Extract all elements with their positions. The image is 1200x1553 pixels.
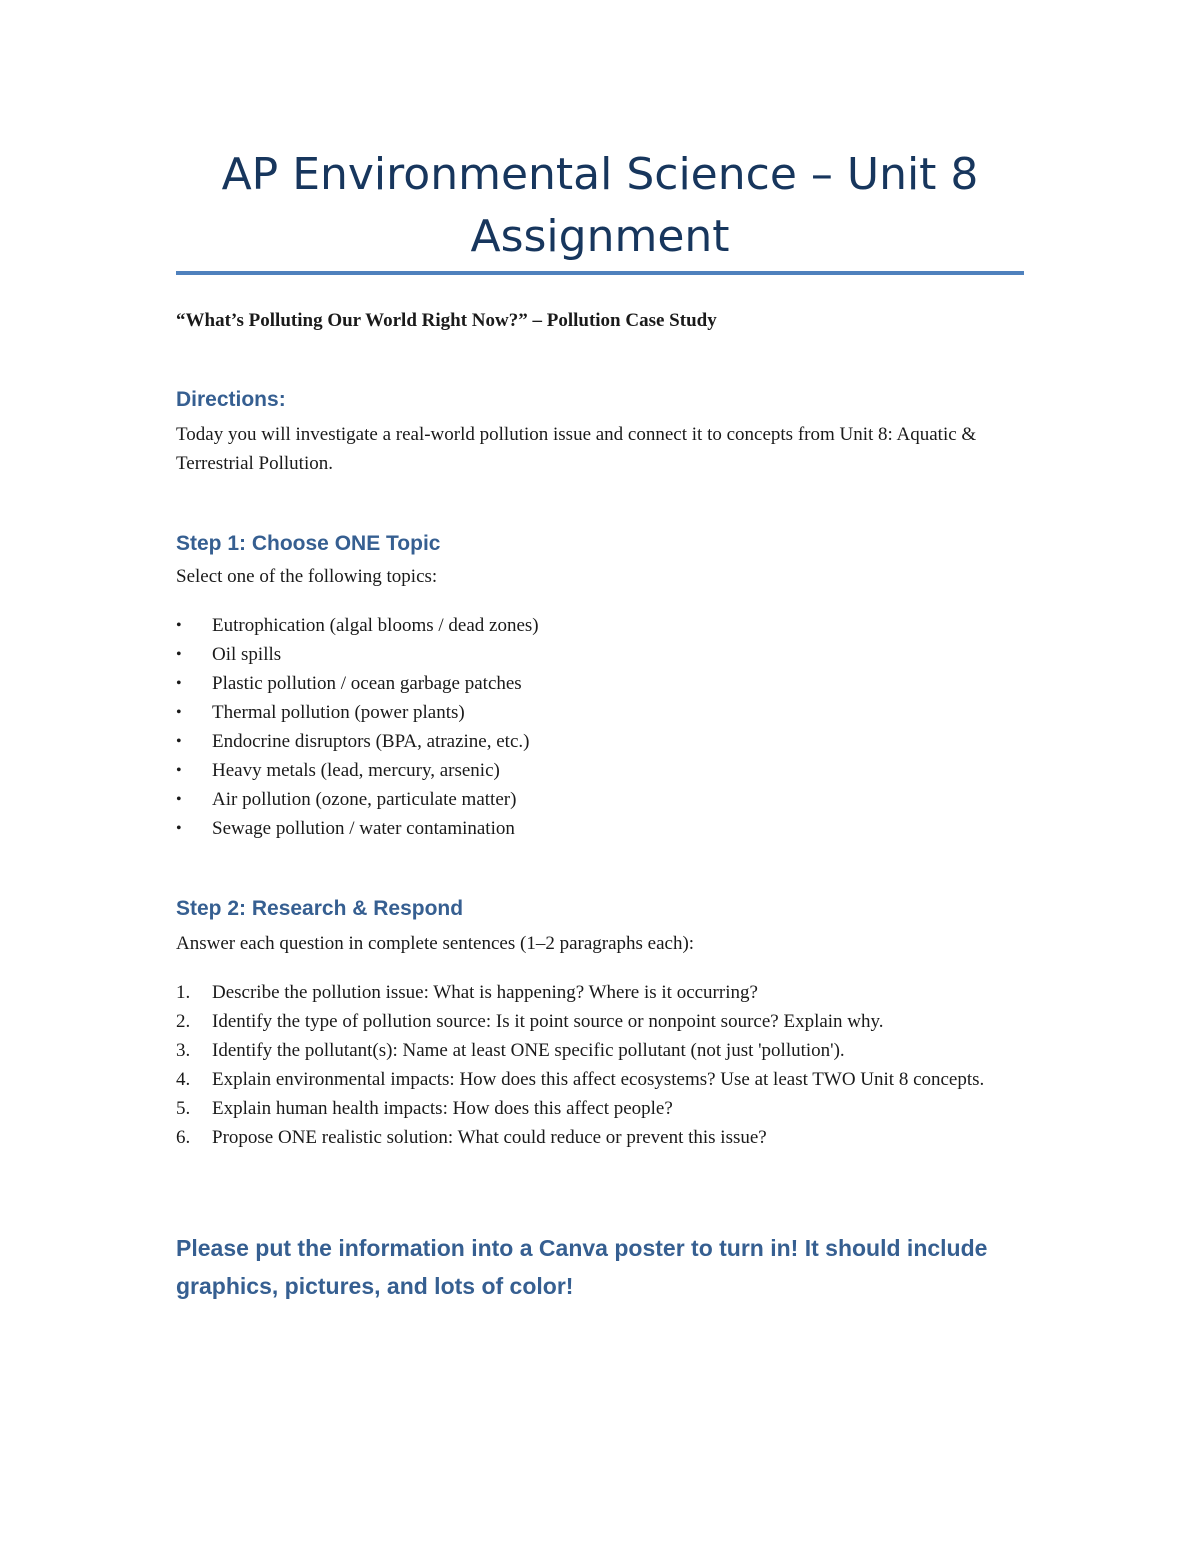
step2-intro: Answer each question in complete sentences (1–2 paragraphs each): [176, 933, 695, 954]
list-number: 1. [176, 982, 191, 1003]
list-item [176, 698, 1036, 727]
topic-label: Eutrophication (algal blooms / dead zones) [212, 615, 539, 636]
bullet-icon: • [176, 675, 182, 692]
question-text: Explain human health impacts: How does this affect people? [212, 1098, 673, 1119]
topic-list [176, 611, 1036, 843]
directions-text: Today you will investigate a real-world pollution issue and connect it to concepts from Unit 8: Aquatic & Terrestrial Pollution. [176, 424, 977, 474]
step1-intro: Select one of the following topics: [176, 566, 438, 587]
question-text: Describe the pollution issue: What is happening? Where is it occurring? [212, 982, 758, 1003]
bullet-icon: • [176, 704, 182, 721]
question-text: Identify the type of pollution source: Is it point source or nonpoint source? Explain why. [212, 1011, 884, 1032]
question-text: Explain environmental impacts: How does this affect ecosystems? Use at least TWO Unit 8 concepts. [212, 1069, 985, 1090]
subtitle: “What’s Polluting Our World Right Now?” – Pollution Case Study [176, 310, 717, 331]
list-item [176, 1036, 1036, 1065]
page-title: AP Environmental Science – Unit 8 Assignment [221, 149, 979, 262]
step1-heading: Step 1: Choose ONE Topic [176, 532, 441, 555]
list-item [176, 978, 1036, 1007]
topic-label: Heavy metals (lead, mercury, arsenic) [212, 760, 500, 781]
list-item [176, 727, 1036, 756]
list-item [176, 1123, 1036, 1152]
list-item [176, 785, 1036, 814]
topic-label: Oil spills [212, 644, 282, 665]
list-item [176, 1065, 1022, 1094]
question-text: Identify the pollutant(s): Name at least ONE specific pollutant (not just 'pollution'). [212, 1040, 845, 1061]
bullet-icon: • [176, 820, 182, 837]
list-item [176, 814, 1036, 843]
topic-label: Plastic pollution / ocean garbage patches [212, 673, 522, 694]
list-item [176, 669, 1036, 698]
title-divider [176, 271, 1024, 275]
list-number: 3. [176, 1040, 191, 1061]
list-number: 6. [176, 1127, 191, 1148]
bullet-icon: • [176, 646, 182, 663]
bullet-icon: • [176, 791, 182, 808]
list-item [176, 611, 1036, 640]
topic-label: Thermal pollution (power plants) [212, 702, 465, 723]
list-number: 2. [176, 1011, 191, 1032]
bullet-icon: • [176, 733, 182, 750]
step2-heading: Step 2: Research & Respond [176, 897, 464, 920]
directions-heading: Directions: [176, 388, 286, 411]
list-number: 4. [176, 1069, 191, 1090]
list-item [176, 1007, 1036, 1036]
bullet-icon: • [176, 762, 182, 779]
question-list [176, 978, 1036, 1152]
list-item [176, 1094, 1036, 1123]
topic-label: Air pollution (ozone, particulate matter) [212, 789, 517, 810]
topic-label: Endocrine disruptors (BPA, atrazine, etc.) [212, 731, 530, 752]
list-item [176, 640, 1036, 669]
list-number: 5. [176, 1098, 191, 1119]
closing-instruction: Please put the information into a Canva poster to turn in! It should include graphics, pictures, and lots of color! [176, 1235, 988, 1299]
bullet-icon: • [176, 617, 182, 634]
topic-label: Sewage pollution / water contamination [212, 818, 515, 839]
question-text: Propose ONE realistic solution: What could reduce or prevent this issue? [212, 1127, 767, 1148]
list-item [176, 756, 1036, 785]
